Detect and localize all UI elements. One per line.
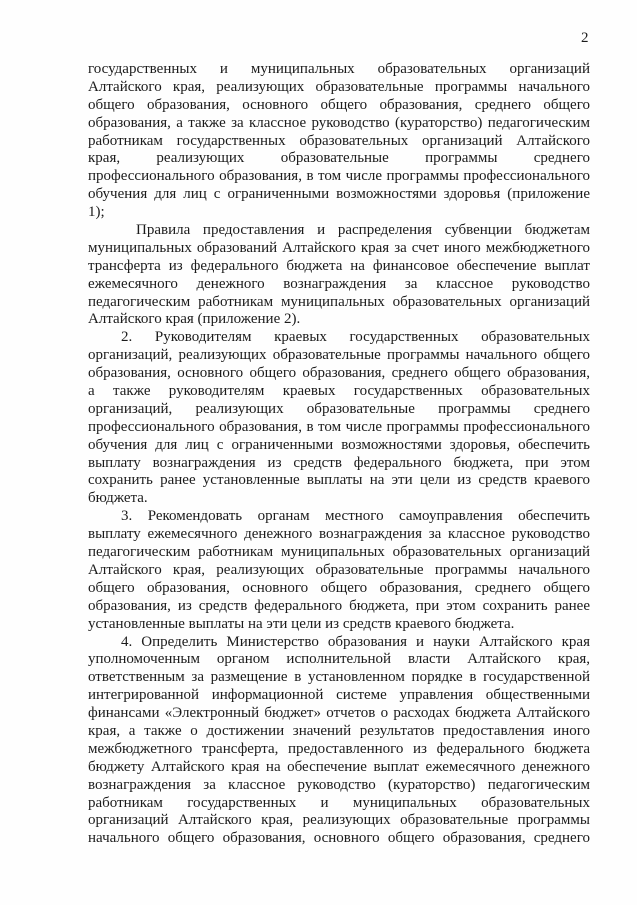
text-line: трансферта из федерального бюджета на финансовое обеспечение выплат <box>88 257 590 274</box>
text-line: педагогическим работникам муниципальных образовательных организаций <box>88 293 590 310</box>
text-line: Алтайского края (приложение 2). <box>88 311 301 328</box>
text-line: начального общего образования, основного общего образования, среднего <box>88 830 590 847</box>
document-body <box>88 61 590 848</box>
text-line: организаций, реализующих образовательные программы среднего <box>88 400 590 417</box>
text-line: Алтайского края, реализующих образовательные программы начального <box>88 561 590 578</box>
text-line: вознаграждения за классное руководство (кураторство) педагогическим <box>88 776 590 793</box>
paragraph <box>88 634 590 849</box>
text-line: бюджета. <box>88 490 148 507</box>
text-line: муниципальных образований Алтайского края за счет иного межбюджетного <box>88 239 590 256</box>
paragraph <box>88 61 590 222</box>
text-line: профессионального образования, в том числе программы профессионального <box>88 418 590 435</box>
text-line: уполномоченным органом исполнительной власти Алтайского края, <box>88 651 590 668</box>
text-line: государственных и муниципальных образовательных организаций <box>88 61 590 77</box>
text-line: образования, а также за классное руководство (кураторство) педагогическим <box>88 114 590 131</box>
text-line: бюджету Алтайского края на обеспечение выплат ежемесячного денежного <box>88 758 590 775</box>
text-line: 2. Руководителям краевых государственных образовательных <box>121 329 590 346</box>
paragraph <box>88 329 590 508</box>
text-line: работникам государственных и муниципальных образовательных <box>88 794 590 811</box>
text-line: образования, основного общего образования, среднего общего образования, <box>88 365 590 382</box>
text-line: выплату ежемесячного денежного вознаграждения за классное руководство <box>88 526 590 543</box>
text-line: общего образования, основного общего образования, среднего общего <box>88 96 590 113</box>
text-line: ответственным за размещение в установленном порядке в государственной <box>88 669 590 686</box>
text-line: 4. Определить Министерство образования и науки Алтайского края <box>121 633 590 650</box>
paragraph <box>88 508 590 633</box>
text-line: интегрированной информационной системе управления общественными <box>88 687 590 704</box>
text-line: сохранить ранее установленные выплаты на эти цели из средств краевого <box>88 472 590 489</box>
text-line: обучения для лиц с ограниченными возможностями здоровья (приложение <box>88 186 590 203</box>
text-line: общего образования, основного общего образования, среднего общего <box>88 579 590 596</box>
text-line: межбюджетного трансферта, предоставленного из федерального бюджета <box>88 740 590 757</box>
text-line: а также руководителям краевых государственных образовательных <box>88 383 590 400</box>
text-line: работникам государственных образовательных организаций Алтайского <box>88 132 590 149</box>
text-line: установленные выплаты на эти цели из средств краевого бюджета. <box>88 615 515 632</box>
text-line: образования, из средств федерального бюджета, при этом сохранить ранее <box>88 597 590 614</box>
text-line: организаций, реализующих образовательные программы начального общего <box>88 347 590 364</box>
text-line: организаций Алтайского края, реализующих образовательные программы <box>88 812 590 829</box>
text-line: выплату вознаграждения из средств федерального бюджета, при этом <box>88 454 590 471</box>
text-line: края, а также о достижении значений результатов предоставления иного <box>88 722 590 739</box>
paragraph <box>88 222 590 329</box>
text-line: профессионального образования, в том числе программы профессионального <box>88 168 590 185</box>
text-line: педагогическим работникам муниципальных образовательных организаций <box>88 544 590 561</box>
text-line: 1); <box>88 204 105 221</box>
text-line: ежемесячного денежного вознаграждения за классное руководство <box>88 275 590 292</box>
text-line: обучения для лиц с ограниченными возможностями здоровья, обеспечить <box>88 436 590 453</box>
text-line: Правила предоставления и распределения субвенции бюджетам <box>136 222 590 239</box>
page-number: 2 <box>581 30 589 46</box>
text-line: 3. Рекомендовать органам местного самоуправления обеспечить <box>121 508 590 525</box>
text-line: края, реализующих образовательные программы среднего <box>88 150 590 167</box>
text-line: Алтайского края, реализующих образовательные программы начального <box>88 78 590 95</box>
text-line: финансами «Электронный бюджет» отчетов о расходах бюджета Алтайского <box>88 705 590 722</box>
